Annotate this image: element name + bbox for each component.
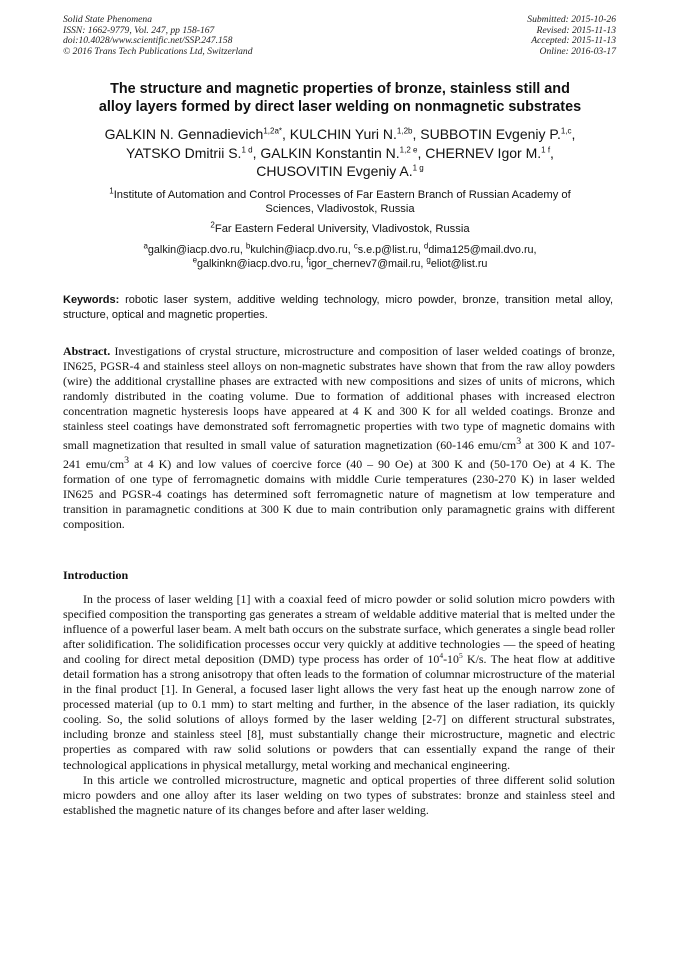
abstract-text: at 300 K and 107-241 emu/cm	[63, 438, 615, 472]
author-name: YATSKO Dmitrii S.	[126, 144, 242, 161]
revised-date: Revised: 2015-11-13	[536, 24, 616, 36]
author-affiliation-mark: 1,2a*	[263, 126, 283, 136]
journal-name: Solid State Phenomena	[63, 14, 152, 25]
author-name: , GALKIN Konstantin N.	[252, 144, 400, 161]
email-link[interactable]: kulchin@iacp.dvo.ru,	[250, 244, 354, 256]
email-link[interactable]: s.e.p@list.ru,	[357, 244, 424, 256]
introduction-body	[63, 592, 615, 818]
author-affiliation-mark: 1 g	[412, 163, 424, 173]
author-affiliation-mark: 1,2 e	[399, 144, 418, 154]
author-affiliation-mark: 1 f	[541, 144, 551, 154]
email-mark: f	[306, 255, 309, 265]
email-mark: e	[192, 255, 198, 265]
paragraph-text: -10	[443, 652, 459, 667]
authors-line-1	[48, 125, 632, 144]
paper-title	[48, 80, 632, 116]
email-link[interactable]: eliot@list.ru	[430, 258, 488, 270]
author-name: GALKIN N. Gennadievich	[104, 126, 264, 142]
doi-line: doi:10.4028/www.scientific.net/SSP.247.158	[63, 35, 233, 47]
email-list	[60, 243, 620, 271]
author-affiliation-mark: 1 d	[241, 144, 253, 154]
emails-line-2	[60, 257, 620, 271]
emails-line-1	[60, 243, 620, 257]
email-mark: g	[426, 255, 431, 265]
authors-line-3	[48, 162, 632, 181]
header-left	[63, 15, 253, 57]
issn-line: ISSN: 1662-9779, Vol. 247, pp 158-167	[63, 24, 215, 36]
introduction-heading: Introduction	[63, 568, 129, 582]
affiliation-mark: 2	[210, 220, 215, 230]
author-name: , KULCHIN Yuri N.	[282, 126, 397, 142]
email-link[interactable]: igor_chernev7@mail.ru,	[308, 258, 427, 270]
authors-line-2	[48, 144, 632, 163]
affiliation-1	[60, 188, 620, 216]
abstract-section	[63, 344, 615, 533]
paragraph-text: In the process of laser welding [1] with a coaxial feed of micro powder or solid solution micro powders with specified composition the transporting gas generates a stream of weldable additive material that is melted under the influence of a powerful laser beam. A melt bath occurs on the substrate surface, which generates a single bead roller after solidification. The solidification processes occur very quickly at additive technologies — the speed of heating and cooling for direct metal deposition (DMD) type process has order of 10	[63, 592, 615, 667]
superscript: 3	[124, 455, 130, 467]
author-name: , CHERNEV Igor M.	[417, 144, 542, 161]
email-link[interactable]: galkinkn@iacp.dvo.ru,	[197, 258, 307, 270]
email-mark: c	[353, 241, 358, 251]
keywords-section	[63, 293, 613, 322]
abstract-label: Abstract.	[63, 344, 111, 358]
superscript: 5	[458, 651, 463, 661]
superscript: 3	[516, 436, 522, 448]
email-mark: a	[143, 241, 148, 251]
email-link[interactable]: dima125@mail.dvo.ru,	[428, 244, 537, 256]
title-line-1: The structure and magnetic properties of bronze, stainless still and	[110, 81, 570, 97]
keywords-text: robotic laser system, additive welding technology, micro powder, bronze, transition metal alloy, structure, optical and magnetic properties.	[63, 294, 613, 321]
author-affiliation-mark: 1,2b	[396, 126, 413, 136]
email-mark: b	[245, 241, 251, 251]
email-link[interactable]: galkin@iacp.dvo.ru,	[147, 244, 246, 256]
online-date: Online: 2016-03-17	[539, 45, 616, 57]
affiliation-1-line-2: Sciences, Vladivostok, Russia	[265, 203, 415, 215]
affiliation-1-line-1	[60, 188, 620, 202]
author-name: , SUBBOTIN Evgeniy P.	[412, 126, 561, 142]
author-name: CHUSOVITIN Evgeniy A.	[256, 163, 413, 179]
affiliation-text: Far Eastern Federal University, Vladivostok, Russia	[214, 223, 470, 235]
superscript: 4	[439, 651, 444, 661]
submitted-date: Submitted: 2015-10-26	[527, 14, 616, 25]
paragraph-text: K/s. The heat flow at additive detail formation has a strong anisotropy that often leads to the formation of columnar microstructure of the material in the final product [1]. In General, a focused laser light allows the very fast heat up the enough narrow zone of processed material (up to 0.1 mm) to start melting and further, in the absence of the laser radiation, its quickly cooling. So, the solid solutions of alloys formed by the laser welding [2-7] on different structural substrates, including bronze and stainless steel [8], must substantially change their microstructure, magnetic and electric properties as compared with raw solid solutions or powders that can essentially expand the range of their technological applications in physical metallurgy, metal working and mechanical engineering.	[63, 652, 615, 772]
author-list	[48, 125, 632, 181]
keywords-label: Keywords:	[63, 294, 120, 306]
author-separator: ,	[571, 126, 576, 142]
copyright-line: © 2016 Trans Tech Publications Ltd, Switzerland	[63, 45, 253, 57]
author-separator: ,	[550, 144, 554, 161]
affiliation-mark: 1	[109, 186, 114, 196]
header-right	[527, 15, 616, 57]
intro-paragraph-2: In this article we controlled microstructure, magnetic and optical properties of three different solid solution micro powders and one alloy after its laser welding on two types of substrates: bronze and stainless steel and established the magnetic nature of its changes before and after laser welding.	[63, 772, 615, 817]
accepted-date: Accepted: 2015-11-13	[531, 35, 616, 47]
abstract-text: at 4 K) and low values of coercive force (40 – 90 Oe) at 300 K and (50-170 Oe) at 4 K. The formation of one type of ferromagnetic domains with middle Curie temperatures (230-270 K) in laser welded IN625 and PGSR-4 coatings has determined soft ferromagnetic nature of magnetism at low temperature and transition in paramagnetic conditions at 300 K due to main contribution only paramagnetic grains with different composition.	[63, 457, 615, 532]
email-mark: d	[423, 241, 429, 251]
intro-paragraph-1	[63, 592, 615, 773]
author-affiliation-mark: 1,c	[560, 126, 572, 136]
affiliation-text: Institute of Automation and Control Processes of Far Eastern Branch of Russian Academy of	[113, 189, 571, 201]
abstract-text: Investigations of crystal structure, microstructure and composition of laser welded coatings of bronze, IN625, PGSR-4 and stainless steel alloys on non-magnetic substrates have shown that from the raw alloy powders (wire) the additional crystalline phases are extracted with new compositions and sizes of units of microns, which randomly distributed in the coating volume. Due to formation of additional phases with increased electron concentration magnetic hysteresis loops have appeared at 4 K and 300 K for all welded coatings. Bronze and stainless steel coatings have demonstrated soft ferromagnetic properties with two type of magnetic domains with small magnetization that resulted in small value of saturation magnetization (60-146 emu/cm	[63, 344, 615, 453]
title-line-2: alloy layers formed by direct laser welding on nonmagnetic substrates	[98, 99, 582, 115]
affiliation-2	[60, 222, 620, 236]
